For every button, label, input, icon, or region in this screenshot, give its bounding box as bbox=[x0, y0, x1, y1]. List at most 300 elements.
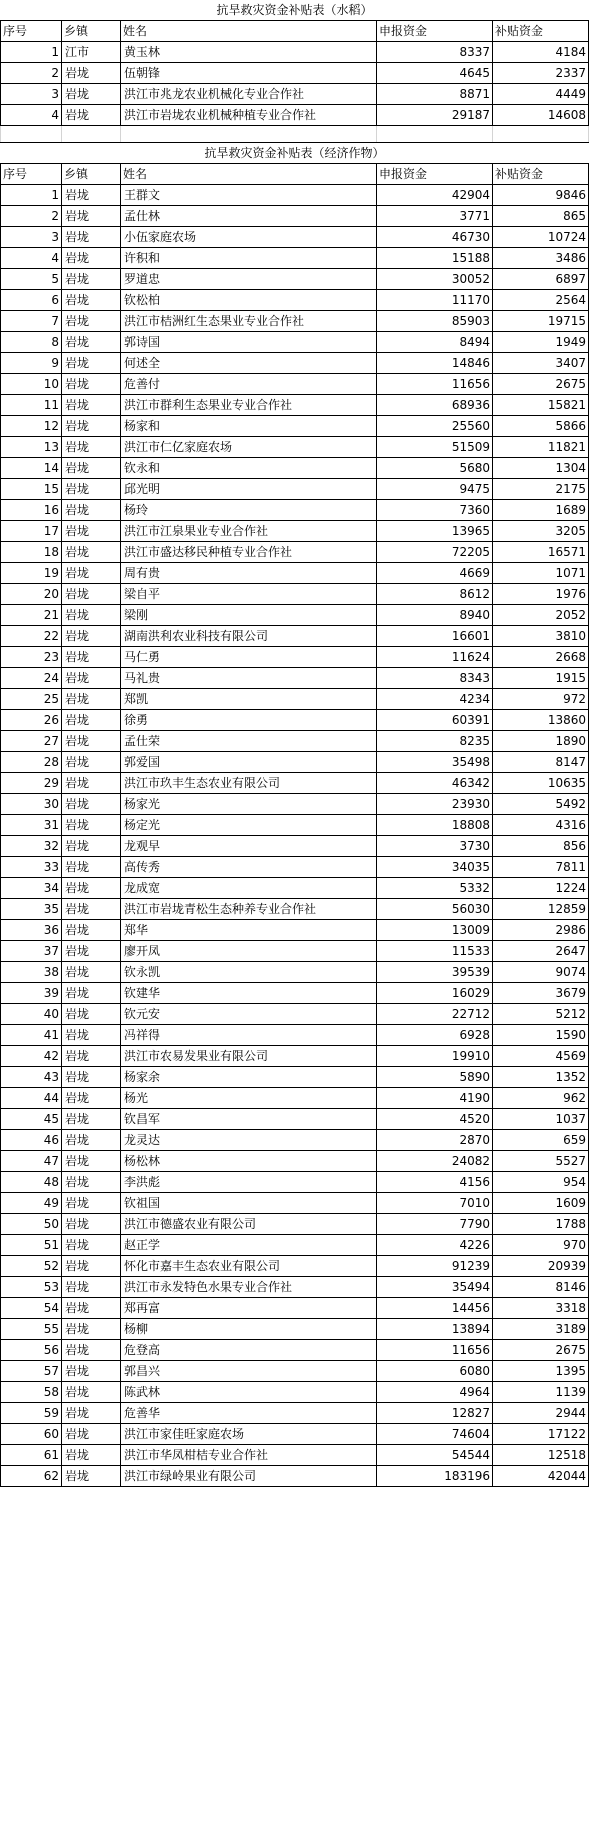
cell-town[interactable]: 岩垅 bbox=[62, 542, 121, 563]
section-title[interactable]: 抗旱救灾资金补贴表（水稻） bbox=[1, 0, 589, 21]
cell-declared-amount[interactable]: 24082 bbox=[377, 1151, 493, 1172]
column-header[interactable]: 乡镇 bbox=[62, 164, 121, 185]
cell-declared-amount[interactable]: 35498 bbox=[377, 752, 493, 773]
cell-name[interactable]: 陈武林 bbox=[121, 1382, 377, 1403]
cell-name[interactable]: 龙成宽 bbox=[121, 878, 377, 899]
cell-town[interactable]: 岩垅 bbox=[62, 1151, 121, 1172]
cell-name[interactable]: 洪江市农易发果业有限公司 bbox=[121, 1046, 377, 1067]
cell-town[interactable]: 岩垅 bbox=[62, 752, 121, 773]
cell-town[interactable]: 岩垅 bbox=[62, 1193, 121, 1214]
cell-declared-amount[interactable]: 14846 bbox=[377, 353, 493, 374]
cell-declared-amount[interactable]: 183196 bbox=[377, 1466, 493, 1487]
cell-name[interactable]: 杨光 bbox=[121, 1088, 377, 1109]
cell-index[interactable]: 27 bbox=[1, 731, 62, 752]
cell-index[interactable]: 46 bbox=[1, 1130, 62, 1151]
cell-index[interactable]: 21 bbox=[1, 605, 62, 626]
cell-index[interactable]: 42 bbox=[1, 1046, 62, 1067]
cell-subsidy-amount[interactable]: 962 bbox=[493, 1088, 589, 1109]
cell-declared-amount[interactable]: 51509 bbox=[377, 437, 493, 458]
cell-subsidy-amount[interactable]: 17122 bbox=[493, 1424, 589, 1445]
cell-town[interactable]: 岩垅 bbox=[62, 1424, 121, 1445]
cell-declared-amount[interactable]: 23930 bbox=[377, 794, 493, 815]
cell-subsidy-amount[interactable]: 856 bbox=[493, 836, 589, 857]
cell-town[interactable]: 岩垅 bbox=[62, 1235, 121, 1256]
cell-subsidy-amount[interactable]: 20939 bbox=[493, 1256, 589, 1277]
cell-name[interactable]: 怀化市嘉丰生态农业有限公司 bbox=[121, 1256, 377, 1277]
cell-subsidy-amount[interactable]: 4449 bbox=[493, 84, 589, 105]
cell-index[interactable]: 44 bbox=[1, 1088, 62, 1109]
cell-declared-amount[interactable]: 11656 bbox=[377, 1340, 493, 1361]
cell-subsidy-amount[interactable]: 972 bbox=[493, 689, 589, 710]
cell-town[interactable]: 岩垅 bbox=[62, 731, 121, 752]
cell-declared-amount[interactable]: 4190 bbox=[377, 1088, 493, 1109]
cell-name[interactable]: 邱光明 bbox=[121, 479, 377, 500]
cell-subsidy-amount[interactable]: 12859 bbox=[493, 899, 589, 920]
cell-declared-amount[interactable]: 13894 bbox=[377, 1319, 493, 1340]
cell-name[interactable]: 危登高 bbox=[121, 1340, 377, 1361]
cell-name[interactable]: 杨家和 bbox=[121, 416, 377, 437]
cell-name[interactable]: 郭诗国 bbox=[121, 332, 377, 353]
cell-town[interactable]: 岩垅 bbox=[62, 668, 121, 689]
cell-subsidy-amount[interactable]: 7811 bbox=[493, 857, 589, 878]
cell-declared-amount[interactable]: 22712 bbox=[377, 1004, 493, 1025]
cell-declared-amount[interactable]: 2870 bbox=[377, 1130, 493, 1151]
cell-town[interactable]: 岩垅 bbox=[62, 1340, 121, 1361]
cell-index[interactable]: 56 bbox=[1, 1340, 62, 1361]
cell-name[interactable]: 冯祥得 bbox=[121, 1025, 377, 1046]
cell-town[interactable]: 岩垅 bbox=[62, 1445, 121, 1466]
cell-subsidy-amount[interactable]: 3189 bbox=[493, 1319, 589, 1340]
cell-index[interactable]: 39 bbox=[1, 983, 62, 1004]
cell-index[interactable]: 7 bbox=[1, 311, 62, 332]
cell-town[interactable]: 岩垅 bbox=[62, 248, 121, 269]
cell-name[interactable]: 何述全 bbox=[121, 353, 377, 374]
cell-name[interactable]: 杨柳 bbox=[121, 1319, 377, 1340]
cell-name[interactable]: 洪江市家佳旺家庭农场 bbox=[121, 1424, 377, 1445]
cell-town[interactable]: 岩垅 bbox=[62, 1004, 121, 1025]
cell-index[interactable]: 38 bbox=[1, 962, 62, 983]
cell-name[interactable]: 赵正学 bbox=[121, 1235, 377, 1256]
cell-town[interactable]: 岩垅 bbox=[62, 1298, 121, 1319]
cell-index[interactable]: 16 bbox=[1, 500, 62, 521]
cell-subsidy-amount[interactable]: 1395 bbox=[493, 1361, 589, 1382]
column-header[interactable]: 姓名 bbox=[121, 21, 377, 42]
cell-index[interactable]: 50 bbox=[1, 1214, 62, 1235]
cell-index[interactable]: 24 bbox=[1, 668, 62, 689]
cell-index[interactable]: 26 bbox=[1, 710, 62, 731]
cell-index[interactable]: 36 bbox=[1, 920, 62, 941]
cell-subsidy-amount[interactable]: 970 bbox=[493, 1235, 589, 1256]
cell-subsidy-amount[interactable]: 19715 bbox=[493, 311, 589, 332]
cell-index[interactable]: 59 bbox=[1, 1403, 62, 1424]
cell-name[interactable]: 王群文 bbox=[121, 185, 377, 206]
cell-subsidy-amount[interactable]: 3205 bbox=[493, 521, 589, 542]
cell-name[interactable]: 马礼贵 bbox=[121, 668, 377, 689]
blank-cell[interactable] bbox=[62, 126, 121, 143]
cell-subsidy-amount[interactable]: 6897 bbox=[493, 269, 589, 290]
cell-name[interactable]: 钦永和 bbox=[121, 458, 377, 479]
cell-subsidy-amount[interactable]: 3679 bbox=[493, 983, 589, 1004]
cell-name[interactable]: 洪江市德盛农业有限公司 bbox=[121, 1214, 377, 1235]
cell-subsidy-amount[interactable]: 5527 bbox=[493, 1151, 589, 1172]
cell-index[interactable]: 41 bbox=[1, 1025, 62, 1046]
cell-index[interactable]: 1 bbox=[1, 42, 62, 63]
cell-subsidy-amount[interactable]: 5866 bbox=[493, 416, 589, 437]
cell-name[interactable]: 杨家余 bbox=[121, 1067, 377, 1088]
cell-subsidy-amount[interactable]: 8146 bbox=[493, 1277, 589, 1298]
cell-declared-amount[interactable]: 11170 bbox=[377, 290, 493, 311]
cell-index[interactable]: 3 bbox=[1, 84, 62, 105]
cell-name[interactable]: 钦永凯 bbox=[121, 962, 377, 983]
cell-subsidy-amount[interactable]: 2675 bbox=[493, 374, 589, 395]
cell-town[interactable]: 岩垅 bbox=[62, 332, 121, 353]
cell-town[interactable]: 岩垅 bbox=[62, 500, 121, 521]
cell-town[interactable]: 岩垅 bbox=[62, 185, 121, 206]
cell-declared-amount[interactable]: 4964 bbox=[377, 1382, 493, 1403]
column-header[interactable]: 补贴资金 bbox=[493, 21, 589, 42]
cell-name[interactable]: 梁自平 bbox=[121, 584, 377, 605]
cell-town[interactable]: 岩垅 bbox=[62, 353, 121, 374]
cell-town[interactable]: 岩垅 bbox=[62, 458, 121, 479]
cell-town[interactable]: 岩垅 bbox=[62, 962, 121, 983]
cell-declared-amount[interactable]: 9475 bbox=[377, 479, 493, 500]
cell-index[interactable]: 29 bbox=[1, 773, 62, 794]
cell-town[interactable]: 岩垅 bbox=[62, 857, 121, 878]
cell-town[interactable]: 岩垅 bbox=[62, 1382, 121, 1403]
cell-town[interactable]: 岩垅 bbox=[62, 1214, 121, 1235]
cell-subsidy-amount[interactable]: 5212 bbox=[493, 1004, 589, 1025]
cell-declared-amount[interactable]: 8940 bbox=[377, 605, 493, 626]
cell-index[interactable]: 37 bbox=[1, 941, 62, 962]
cell-declared-amount[interactable]: 42904 bbox=[377, 185, 493, 206]
cell-subsidy-amount[interactable]: 4316 bbox=[493, 815, 589, 836]
cell-index[interactable]: 1 bbox=[1, 185, 62, 206]
cell-declared-amount[interactable]: 30052 bbox=[377, 269, 493, 290]
cell-subsidy-amount[interactable]: 9846 bbox=[493, 185, 589, 206]
cell-declared-amount[interactable]: 4669 bbox=[377, 563, 493, 584]
cell-name[interactable]: 高传秀 bbox=[121, 857, 377, 878]
section-title[interactable]: 抗旱救灾资金补贴表（经济作物） bbox=[1, 143, 589, 164]
cell-declared-amount[interactable]: 19910 bbox=[377, 1046, 493, 1067]
cell-declared-amount[interactable]: 85903 bbox=[377, 311, 493, 332]
cell-town[interactable]: 岩垅 bbox=[62, 836, 121, 857]
cell-subsidy-amount[interactable]: 42044 bbox=[493, 1466, 589, 1487]
cell-name[interactable]: 洪江市仁亿家庭农场 bbox=[121, 437, 377, 458]
cell-index[interactable]: 17 bbox=[1, 521, 62, 542]
cell-subsidy-amount[interactable]: 8147 bbox=[493, 752, 589, 773]
cell-subsidy-amount[interactable]: 2675 bbox=[493, 1340, 589, 1361]
cell-index[interactable]: 10 bbox=[1, 374, 62, 395]
cell-index[interactable]: 4 bbox=[1, 248, 62, 269]
cell-subsidy-amount[interactable]: 1788 bbox=[493, 1214, 589, 1235]
cell-subsidy-amount[interactable]: 3407 bbox=[493, 353, 589, 374]
cell-name[interactable]: 周有贵 bbox=[121, 563, 377, 584]
cell-town[interactable]: 岩垅 bbox=[62, 920, 121, 941]
cell-town[interactable]: 岩垅 bbox=[62, 1172, 121, 1193]
cell-index[interactable]: 35 bbox=[1, 899, 62, 920]
cell-declared-amount[interactable]: 60391 bbox=[377, 710, 493, 731]
cell-name[interactable]: 钦建华 bbox=[121, 983, 377, 1004]
cell-name[interactable]: 洪江市群利生态果业专业合作社 bbox=[121, 395, 377, 416]
cell-declared-amount[interactable]: 46730 bbox=[377, 227, 493, 248]
cell-town[interactable]: 岩垅 bbox=[62, 227, 121, 248]
cell-subsidy-amount[interactable]: 3810 bbox=[493, 626, 589, 647]
cell-declared-amount[interactable]: 35494 bbox=[377, 1277, 493, 1298]
cell-name[interactable]: 小伍家庭农场 bbox=[121, 227, 377, 248]
cell-declared-amount[interactable]: 8235 bbox=[377, 731, 493, 752]
column-header[interactable]: 补贴资金 bbox=[493, 164, 589, 185]
cell-name[interactable]: 罗道忠 bbox=[121, 269, 377, 290]
cell-subsidy-amount[interactable]: 4184 bbox=[493, 42, 589, 63]
cell-subsidy-amount[interactable]: 1689 bbox=[493, 500, 589, 521]
column-header[interactable]: 申报资金 bbox=[377, 21, 493, 42]
cell-town[interactable]: 岩垅 bbox=[62, 1466, 121, 1487]
column-header[interactable]: 序号 bbox=[1, 21, 62, 42]
cell-subsidy-amount[interactable]: 2052 bbox=[493, 605, 589, 626]
cell-town[interactable]: 岩垅 bbox=[62, 269, 121, 290]
cell-town[interactable]: 岩垅 bbox=[62, 1319, 121, 1340]
cell-town[interactable]: 岩垅 bbox=[62, 1025, 121, 1046]
cell-index[interactable]: 14 bbox=[1, 458, 62, 479]
cell-town[interactable]: 岩垅 bbox=[62, 773, 121, 794]
cell-subsidy-amount[interactable]: 2647 bbox=[493, 941, 589, 962]
cell-name[interactable]: 洪江市盛达移民种植专业合作社 bbox=[121, 542, 377, 563]
cell-index[interactable]: 22 bbox=[1, 626, 62, 647]
cell-name[interactable]: 钦元安 bbox=[121, 1004, 377, 1025]
cell-name[interactable]: 杨玲 bbox=[121, 500, 377, 521]
cell-index[interactable]: 11 bbox=[1, 395, 62, 416]
cell-town[interactable]: 岩垅 bbox=[62, 206, 121, 227]
cell-declared-amount[interactable]: 11533 bbox=[377, 941, 493, 962]
cell-index[interactable]: 52 bbox=[1, 1256, 62, 1277]
cell-town[interactable]: 岩垅 bbox=[62, 1130, 121, 1151]
cell-index[interactable]: 51 bbox=[1, 1235, 62, 1256]
cell-town[interactable]: 岩垅 bbox=[62, 1403, 121, 1424]
cell-town[interactable]: 岩垅 bbox=[62, 1046, 121, 1067]
cell-index[interactable]: 40 bbox=[1, 1004, 62, 1025]
cell-subsidy-amount[interactable]: 1590 bbox=[493, 1025, 589, 1046]
cell-subsidy-amount[interactable]: 15821 bbox=[493, 395, 589, 416]
cell-index[interactable]: 13 bbox=[1, 437, 62, 458]
cell-index[interactable]: 4 bbox=[1, 105, 62, 126]
cell-town[interactable]: 岩垅 bbox=[62, 647, 121, 668]
cell-town[interactable]: 岩垅 bbox=[62, 1067, 121, 1088]
cell-name[interactable]: 龙灵达 bbox=[121, 1130, 377, 1151]
cell-index[interactable]: 31 bbox=[1, 815, 62, 836]
cell-subsidy-amount[interactable]: 1139 bbox=[493, 1382, 589, 1403]
cell-declared-amount[interactable]: 18808 bbox=[377, 815, 493, 836]
cell-index[interactable]: 25 bbox=[1, 689, 62, 710]
cell-subsidy-amount[interactable]: 2564 bbox=[493, 290, 589, 311]
cell-subsidy-amount[interactable]: 1609 bbox=[493, 1193, 589, 1214]
blank-cell[interactable] bbox=[121, 126, 377, 143]
cell-index[interactable]: 23 bbox=[1, 647, 62, 668]
cell-town[interactable]: 岩垅 bbox=[62, 479, 121, 500]
cell-declared-amount[interactable]: 12827 bbox=[377, 1403, 493, 1424]
cell-name[interactable]: 洪江市兆龙农业机械化专业合作社 bbox=[121, 84, 377, 105]
cell-name[interactable]: 梁刚 bbox=[121, 605, 377, 626]
cell-index[interactable]: 32 bbox=[1, 836, 62, 857]
cell-subsidy-amount[interactable]: 2986 bbox=[493, 920, 589, 941]
cell-index[interactable]: 12 bbox=[1, 416, 62, 437]
cell-name[interactable]: 洪江市岩垅青松生态种养专业合作社 bbox=[121, 899, 377, 920]
cell-subsidy-amount[interactable]: 3318 bbox=[493, 1298, 589, 1319]
cell-subsidy-amount[interactable]: 1890 bbox=[493, 731, 589, 752]
cell-subsidy-amount[interactable]: 14608 bbox=[493, 105, 589, 126]
cell-name[interactable]: 杨家光 bbox=[121, 794, 377, 815]
cell-name[interactable]: 洪江市江泉果业专业合作社 bbox=[121, 521, 377, 542]
cell-declared-amount[interactable]: 11624 bbox=[377, 647, 493, 668]
cell-declared-amount[interactable]: 14456 bbox=[377, 1298, 493, 1319]
cell-town[interactable]: 岩垅 bbox=[62, 794, 121, 815]
blank-cell[interactable] bbox=[377, 126, 493, 143]
cell-declared-amount[interactable]: 29187 bbox=[377, 105, 493, 126]
cell-name[interactable]: 洪江市玖丰生态农业有限公司 bbox=[121, 773, 377, 794]
cell-subsidy-amount[interactable]: 954 bbox=[493, 1172, 589, 1193]
cell-declared-amount[interactable]: 11656 bbox=[377, 374, 493, 395]
cell-town[interactable]: 岩垅 bbox=[62, 1109, 121, 1130]
cell-declared-amount[interactable]: 6928 bbox=[377, 1025, 493, 1046]
column-header[interactable]: 姓名 bbox=[121, 164, 377, 185]
cell-index[interactable]: 55 bbox=[1, 1319, 62, 1340]
cell-town[interactable]: 江市 bbox=[62, 42, 121, 63]
cell-declared-amount[interactable]: 5680 bbox=[377, 458, 493, 479]
cell-name[interactable]: 许积和 bbox=[121, 248, 377, 269]
cell-town[interactable]: 岩垅 bbox=[62, 1361, 121, 1382]
cell-name[interactable]: 马仁勇 bbox=[121, 647, 377, 668]
cell-town[interactable]: 岩垅 bbox=[62, 1256, 121, 1277]
cell-declared-amount[interactable]: 8343 bbox=[377, 668, 493, 689]
cell-name[interactable]: 郭爱国 bbox=[121, 752, 377, 773]
cell-town[interactable]: 岩垅 bbox=[62, 311, 121, 332]
cell-town[interactable]: 岩垅 bbox=[62, 584, 121, 605]
cell-name[interactable]: 洪江市桔洲红生态果业专业合作社 bbox=[121, 311, 377, 332]
cell-name[interactable]: 钦昌军 bbox=[121, 1109, 377, 1130]
cell-name[interactable]: 郑凯 bbox=[121, 689, 377, 710]
cell-declared-amount[interactable]: 74604 bbox=[377, 1424, 493, 1445]
cell-town[interactable]: 岩垅 bbox=[62, 689, 121, 710]
cell-town[interactable]: 岩垅 bbox=[62, 105, 121, 126]
cell-declared-amount[interactable]: 4520 bbox=[377, 1109, 493, 1130]
cell-name[interactable]: 杨松林 bbox=[121, 1151, 377, 1172]
cell-name[interactable]: 龙观早 bbox=[121, 836, 377, 857]
cell-declared-amount[interactable]: 91239 bbox=[377, 1256, 493, 1277]
cell-index[interactable]: 9 bbox=[1, 353, 62, 374]
cell-subsidy-amount[interactable]: 1949 bbox=[493, 332, 589, 353]
cell-declared-amount[interactable]: 13965 bbox=[377, 521, 493, 542]
cell-subsidy-amount[interactable]: 10724 bbox=[493, 227, 589, 248]
cell-subsidy-amount[interactable]: 1037 bbox=[493, 1109, 589, 1130]
cell-declared-amount[interactable]: 7790 bbox=[377, 1214, 493, 1235]
cell-town[interactable]: 岩垅 bbox=[62, 437, 121, 458]
cell-index[interactable]: 54 bbox=[1, 1298, 62, 1319]
cell-index[interactable]: 5 bbox=[1, 269, 62, 290]
cell-index[interactable]: 61 bbox=[1, 1445, 62, 1466]
cell-subsidy-amount[interactable]: 659 bbox=[493, 1130, 589, 1151]
cell-declared-amount[interactable]: 68936 bbox=[377, 395, 493, 416]
cell-declared-amount[interactable]: 34035 bbox=[377, 857, 493, 878]
cell-name[interactable]: 洪江市华凤柑桔专业合作社 bbox=[121, 1445, 377, 1466]
cell-subsidy-amount[interactable]: 2944 bbox=[493, 1403, 589, 1424]
cell-name[interactable]: 廖开凤 bbox=[121, 941, 377, 962]
cell-declared-amount[interactable]: 13009 bbox=[377, 920, 493, 941]
cell-index[interactable]: 57 bbox=[1, 1361, 62, 1382]
cell-declared-amount[interactable]: 56030 bbox=[377, 899, 493, 920]
cell-town[interactable]: 岩垅 bbox=[62, 521, 121, 542]
cell-index[interactable]: 8 bbox=[1, 332, 62, 353]
cell-declared-amount[interactable]: 39539 bbox=[377, 962, 493, 983]
cell-name[interactable]: 伍朝锋 bbox=[121, 63, 377, 84]
cell-name[interactable]: 郑华 bbox=[121, 920, 377, 941]
cell-name[interactable]: 危善华 bbox=[121, 1403, 377, 1424]
cell-declared-amount[interactable]: 3771 bbox=[377, 206, 493, 227]
cell-index[interactable]: 3 bbox=[1, 227, 62, 248]
cell-town[interactable]: 岩垅 bbox=[62, 84, 121, 105]
cell-declared-amount[interactable]: 4234 bbox=[377, 689, 493, 710]
cell-subsidy-amount[interactable]: 3486 bbox=[493, 248, 589, 269]
cell-name[interactable]: 李洪彪 bbox=[121, 1172, 377, 1193]
cell-subsidy-amount[interactable]: 11821 bbox=[493, 437, 589, 458]
cell-name[interactable]: 洪江市永发特色水果专业合作社 bbox=[121, 1277, 377, 1298]
cell-town[interactable]: 岩垅 bbox=[62, 416, 121, 437]
cell-declared-amount[interactable]: 5890 bbox=[377, 1067, 493, 1088]
cell-index[interactable]: 19 bbox=[1, 563, 62, 584]
cell-declared-amount[interactable]: 15188 bbox=[377, 248, 493, 269]
cell-declared-amount[interactable]: 7010 bbox=[377, 1193, 493, 1214]
cell-town[interactable]: 岩垅 bbox=[62, 710, 121, 731]
cell-subsidy-amount[interactable]: 5492 bbox=[493, 794, 589, 815]
cell-subsidy-amount[interactable]: 10635 bbox=[493, 773, 589, 794]
cell-town[interactable]: 岩垅 bbox=[62, 983, 121, 1004]
cell-town[interactable]: 岩垅 bbox=[62, 395, 121, 416]
cell-town[interactable]: 岩垅 bbox=[62, 563, 121, 584]
cell-index[interactable]: 33 bbox=[1, 857, 62, 878]
cell-town[interactable]: 岩垅 bbox=[62, 626, 121, 647]
cell-index[interactable]: 58 bbox=[1, 1382, 62, 1403]
cell-index[interactable]: 62 bbox=[1, 1466, 62, 1487]
cell-town[interactable]: 岩垅 bbox=[62, 1277, 121, 1298]
cell-town[interactable]: 岩垅 bbox=[62, 878, 121, 899]
cell-declared-amount[interactable]: 25560 bbox=[377, 416, 493, 437]
cell-index[interactable]: 18 bbox=[1, 542, 62, 563]
cell-name[interactable]: 孟仕荣 bbox=[121, 731, 377, 752]
cell-town[interactable]: 岩垅 bbox=[62, 290, 121, 311]
cell-subsidy-amount[interactable]: 9074 bbox=[493, 962, 589, 983]
cell-subsidy-amount[interactable]: 1915 bbox=[493, 668, 589, 689]
column-header[interactable]: 申报资金 bbox=[377, 164, 493, 185]
column-header[interactable]: 序号 bbox=[1, 164, 62, 185]
cell-town[interactable]: 岩垅 bbox=[62, 63, 121, 84]
cell-declared-amount[interactable]: 8494 bbox=[377, 332, 493, 353]
cell-index[interactable]: 34 bbox=[1, 878, 62, 899]
cell-name[interactable]: 杨定光 bbox=[121, 815, 377, 836]
cell-town[interactable]: 岩垅 bbox=[62, 605, 121, 626]
cell-subsidy-amount[interactable]: 1304 bbox=[493, 458, 589, 479]
cell-name[interactable]: 湖南洪利农业科技有限公司 bbox=[121, 626, 377, 647]
cell-subsidy-amount[interactable]: 2668 bbox=[493, 647, 589, 668]
cell-declared-amount[interactable]: 5332 bbox=[377, 878, 493, 899]
cell-index[interactable]: 53 bbox=[1, 1277, 62, 1298]
cell-town[interactable]: 岩垅 bbox=[62, 941, 121, 962]
cell-name[interactable]: 洪江市绿岭果业有限公司 bbox=[121, 1466, 377, 1487]
cell-subsidy-amount[interactable]: 2175 bbox=[493, 479, 589, 500]
cell-name[interactable]: 徐勇 bbox=[121, 710, 377, 731]
cell-declared-amount[interactable]: 8612 bbox=[377, 584, 493, 605]
cell-declared-amount[interactable]: 4226 bbox=[377, 1235, 493, 1256]
cell-declared-amount[interactable]: 4156 bbox=[377, 1172, 493, 1193]
cell-name[interactable]: 郭昌兴 bbox=[121, 1361, 377, 1382]
cell-name[interactable]: 郑再富 bbox=[121, 1298, 377, 1319]
